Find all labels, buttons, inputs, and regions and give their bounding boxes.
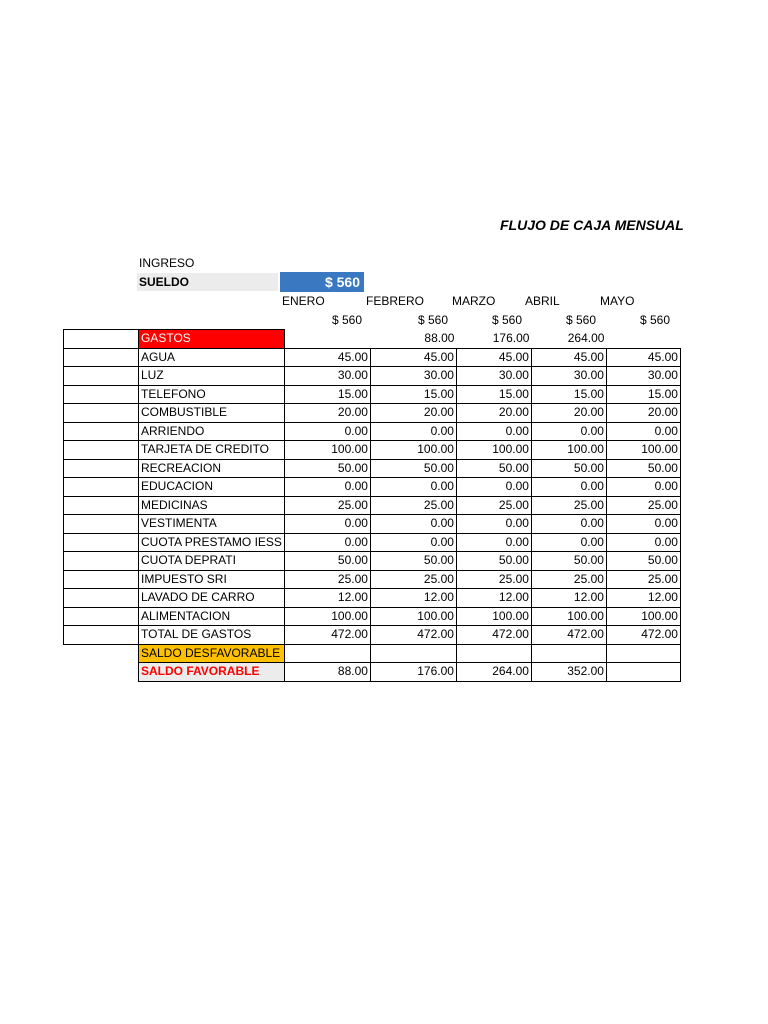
expense-row-value-cell[interactable]: 20.00 <box>370 404 456 423</box>
expense-row-value-cell[interactable]: 0.00 <box>284 515 370 534</box>
expense-row-value-cell[interactable]: 45.00 <box>284 348 370 367</box>
expense-row-label[interactable]: MEDICINAS <box>139 496 285 515</box>
expense-row-value-cell[interactable]: 100.00 <box>606 441 680 460</box>
expense-row-label[interactable]: EDUCACION <box>139 478 285 497</box>
expense-table <box>63 329 681 682</box>
expense-row-value-cell[interactable]: 25.00 <box>531 570 606 589</box>
expense-row-value-cell[interactable]: 25.00 <box>370 570 456 589</box>
expense-row-value-cell[interactable]: 30.00 <box>284 367 370 386</box>
expense-row-value-cell[interactable]: 25.00 <box>284 496 370 515</box>
expense-row <box>64 515 681 534</box>
expense-row-value-cell[interactable]: 30.00 <box>531 367 606 386</box>
expense-row-value-cell[interactable]: 0.00 <box>606 515 680 534</box>
income-marzo[interactable]: $ 560 <box>491 313 522 327</box>
expense-row-value-cell[interactable]: 30.00 <box>456 367 531 386</box>
expense-row-value-cell[interactable]: 100.00 <box>284 441 370 460</box>
expense-row-value-cell[interactable]: 0.00 <box>456 515 531 534</box>
expense-row-label[interactable]: ARRIENDO <box>139 422 285 441</box>
expense-row <box>64 348 681 367</box>
expense-row-value-cell[interactable]: 15.00 <box>284 385 370 404</box>
saldo-favorable-row-value-cell[interactable]: 88.00 <box>284 663 370 682</box>
expense-row <box>64 422 681 441</box>
gastos-label[interactable]: GASTOS <box>139 330 285 349</box>
expense-row-value-cell[interactable]: 15.00 <box>370 385 456 404</box>
expense-row-label[interactable]: ALIMENTACION <box>139 607 285 626</box>
expense-row <box>64 478 681 497</box>
expense-row-value-cell[interactable]: 20.00 <box>284 404 370 423</box>
expense-row-value-cell[interactable]: 100.00 <box>370 607 456 626</box>
expense-row-value-cell[interactable]: 0.00 <box>456 422 531 441</box>
expense-row <box>64 404 681 423</box>
gastos-carry-cell[interactable]: 88.00 <box>424 331 455 345</box>
expense-row <box>64 570 681 589</box>
index-cell[interactable] <box>64 626 139 645</box>
income-abril[interactable]: $ 560 <box>565 313 596 327</box>
expense-row-label[interactable]: LAVADO DE CARRO <box>139 589 285 608</box>
saldo-desfavorable-row-value-cell[interactable] <box>456 644 531 663</box>
saldo-favorable-row-label[interactable]: SALDO FAVORABLE <box>139 663 285 682</box>
sheet-title: FLUJO DE CAJA MENSUAL <box>500 217 684 233</box>
saldo-favorable-row-value-cell[interactable] <box>606 663 680 682</box>
saldo-favorable-row-value-cell[interactable]: 176.00 <box>370 663 456 682</box>
expense-row-value-cell[interactable]: 50.00 <box>531 552 606 571</box>
expense-row-value-cell[interactable]: 100.00 <box>606 607 680 626</box>
expense-row <box>64 496 681 515</box>
expense-row <box>64 552 681 571</box>
expense-row-value-cell[interactable]: 0.00 <box>531 422 606 441</box>
expense-row-value-cell[interactable]: 12.00 <box>284 589 370 608</box>
expense-row-label[interactable]: LUZ <box>139 367 285 386</box>
sueldo-value[interactable]: $ 560 <box>280 272 364 292</box>
gastos-carry-cell[interactable] <box>284 330 370 349</box>
expense-row-value-cell[interactable]: 30.00 <box>370 367 456 386</box>
saldo-desfavorable-row-label[interactable]: SALDO DESFAVORABLE <box>139 644 285 663</box>
index-cell[interactable] <box>64 515 139 534</box>
saldo-desfavorable-row-value-cell[interactable] <box>370 644 456 663</box>
expense-row-label[interactable]: CUOTA DEPRATI <box>139 552 285 571</box>
expense-row-value-cell[interactable]: 25.00 <box>606 496 680 515</box>
total-gastos-row-value-cell[interactable]: 472.00 <box>606 626 680 645</box>
expense-row-value-cell[interactable]: 0.00 <box>370 478 456 497</box>
expense-row-value-cell[interactable]: 45.00 <box>370 348 456 367</box>
index-cell[interactable] <box>64 496 139 515</box>
expense-row <box>64 441 681 460</box>
expense-row-value-cell[interactable]: 50.00 <box>284 459 370 478</box>
expense-row-value-cell[interactable]: 45.00 <box>606 348 680 367</box>
expense-row-value-cell[interactable]: 12.00 <box>456 589 531 608</box>
gastos-carry-cell[interactable] <box>606 330 680 349</box>
expense-row-value-cell[interactable]: 15.00 <box>606 385 680 404</box>
expense-row-value-cell[interactable]: 20.00 <box>456 404 531 423</box>
month-header-marzo: MARZO <box>452 294 496 308</box>
expense-row-value-cell[interactable]: 25.00 <box>456 570 531 589</box>
expense-row-label[interactable]: IMPUESTO SRI <box>139 570 285 589</box>
expense-row-value-cell[interactable]: 12.00 <box>370 589 456 608</box>
month-header-mayo: MAYO <box>600 294 635 308</box>
index-cell[interactable] <box>64 644 139 663</box>
saldo-desfavorable-row-value-cell[interactable] <box>284 644 370 663</box>
expense-row-value-cell[interactable]: 50.00 <box>370 552 456 571</box>
total-gastos-row-value-cell[interactable]: 472.00 <box>531 626 606 645</box>
gastos-row <box>64 330 681 349</box>
expense-row-value-cell[interactable]: 100.00 <box>284 607 370 626</box>
expense-row-value-cell[interactable]: 15.00 <box>456 385 531 404</box>
expense-row-value-cell[interactable]: 25.00 <box>531 496 606 515</box>
index-cell[interactable] <box>64 348 139 367</box>
expense-row-value-cell[interactable]: 0.00 <box>370 422 456 441</box>
total-gastos-row-value-cell[interactable]: 472.00 <box>370 626 456 645</box>
total-gastos-row-value-cell[interactable]: 472.00 <box>284 626 370 645</box>
index-cell[interactable] <box>64 422 139 441</box>
expense-row-value-cell[interactable]: 100.00 <box>531 607 606 626</box>
expense-row-value-cell[interactable]: 0.00 <box>284 478 370 497</box>
expense-row-value-cell[interactable]: 50.00 <box>370 459 456 478</box>
income-febrero[interactable]: $ 560 <box>417 313 448 327</box>
index-cell[interactable] <box>64 589 139 608</box>
expense-row-label[interactable]: TARJETA DE CREDITO <box>139 441 285 460</box>
expense-row-value-cell[interactable]: 20.00 <box>606 404 680 423</box>
saldo-desfavorable-row <box>64 644 681 663</box>
expense-row-value-cell[interactable]: 15.00 <box>531 385 606 404</box>
expense-row-value-cell[interactable]: 0.00 <box>606 422 680 441</box>
saldo-favorable-row-value-cell[interactable]: 352.00 <box>531 663 606 682</box>
index-cell[interactable] <box>64 404 139 423</box>
gastos-carry-cell[interactable]: 264.00 <box>567 331 605 345</box>
expense-row-value-cell[interactable]: 25.00 <box>606 570 680 589</box>
expense-row-value-cell[interactable]: 0.00 <box>606 478 680 497</box>
expense-row-value-cell[interactable]: 0.00 <box>284 422 370 441</box>
index-cell[interactable] <box>64 367 139 386</box>
index-cell[interactable] <box>64 385 139 404</box>
expense-row-value-cell[interactable]: 100.00 <box>456 441 531 460</box>
index-cell[interactable] <box>64 459 139 478</box>
expense-row <box>64 459 681 478</box>
expense-row-value-cell[interactable]: 0.00 <box>531 478 606 497</box>
expense-row-value-cell[interactable]: 12.00 <box>531 589 606 608</box>
expense-row-value-cell[interactable]: 25.00 <box>284 570 370 589</box>
expense-row-value-cell[interactable]: 30.00 <box>606 367 680 386</box>
income-enero[interactable]: $ 560 <box>331 313 362 327</box>
expense-row <box>64 385 681 404</box>
index-cell[interactable] <box>64 663 139 682</box>
expense-row-value-cell[interactable]: 50.00 <box>284 552 370 571</box>
expense-row-value-cell[interactable]: 45.00 <box>456 348 531 367</box>
month-header-abril: ABRIL <box>525 294 560 308</box>
expense-row-label[interactable]: RECREACION <box>139 459 285 478</box>
expense-row-label[interactable]: VESTIMENTA <box>139 515 285 534</box>
expense-row-value-cell[interactable]: 100.00 <box>531 441 606 460</box>
expense-row-label[interactable]: AGUA <box>139 348 285 367</box>
expense-row-value-cell[interactable]: 50.00 <box>531 459 606 478</box>
expense-row-label[interactable]: CUOTA PRESTAMO IESS <box>139 533 285 552</box>
month-header-enero: ENERO <box>282 294 325 308</box>
total-gastos-row <box>64 626 681 645</box>
expense-row-value-cell[interactable]: 50.00 <box>606 459 680 478</box>
saldo-favorable-row-value-cell[interactable]: 264.00 <box>456 663 531 682</box>
expense-row-value-cell[interactable]: 25.00 <box>456 496 531 515</box>
expense-row-value-cell[interactable]: 0.00 <box>370 533 456 552</box>
expense-row-value-cell[interactable]: 100.00 <box>370 441 456 460</box>
expense-row <box>64 589 681 608</box>
expense-row <box>64 367 681 386</box>
expense-row-value-cell[interactable]: 0.00 <box>370 515 456 534</box>
expense-row <box>64 533 681 552</box>
expense-row-value-cell[interactable]: 45.00 <box>531 348 606 367</box>
total-gastos-row-value-cell[interactable]: 472.00 <box>456 626 531 645</box>
ingreso-label: INGRESO <box>139 256 195 270</box>
expense-row-value-cell[interactable]: 50.00 <box>456 459 531 478</box>
index-cell[interactable] <box>64 607 139 626</box>
index-cell[interactable] <box>64 441 139 460</box>
expense-row-value-cell[interactable]: 50.00 <box>606 552 680 571</box>
expense-row-value-cell[interactable]: 100.00 <box>456 607 531 626</box>
saldo-favorable-row <box>64 663 681 682</box>
expense-row-value-cell[interactable]: 0.00 <box>531 515 606 534</box>
income-mayo[interactable]: $ 560 <box>639 313 670 327</box>
expense-row-value-cell[interactable]: 50.00 <box>456 552 531 571</box>
expense-row-value-cell[interactable]: 20.00 <box>531 404 606 423</box>
expense-row-value-cell[interactable]: 12.00 <box>606 589 680 608</box>
index-cell[interactable] <box>64 330 139 349</box>
expense-row <box>64 607 681 626</box>
expense-row-value-cell[interactable]: 25.00 <box>370 496 456 515</box>
expense-row-value-cell[interactable]: 0.00 <box>456 478 531 497</box>
total-gastos-row-label[interactable]: TOTAL DE GASTOS <box>139 626 285 645</box>
expense-row-value-cell[interactable]: 0.00 <box>284 533 370 552</box>
index-cell[interactable] <box>64 478 139 497</box>
expense-row-value-cell[interactable]: 0.00 <box>531 533 606 552</box>
index-cell[interactable] <box>64 552 139 571</box>
expense-row-label[interactable]: COMBUSTIBLE <box>139 404 285 423</box>
gastos-carry-cell[interactable]: 176.00 <box>492 331 530 345</box>
saldo-desfavorable-row-value-cell[interactable] <box>531 644 606 663</box>
expense-row-label[interactable]: TELEFONO <box>139 385 285 404</box>
expense-row-value-cell[interactable]: 0.00 <box>456 533 531 552</box>
month-header-febrero: FEBRERO <box>366 294 425 308</box>
expense-row-value-cell[interactable]: 0.00 <box>606 533 680 552</box>
index-cell[interactable] <box>64 570 139 589</box>
index-cell[interactable] <box>64 533 139 552</box>
sueldo-label[interactable]: SUELDO <box>137 273 278 291</box>
saldo-desfavorable-row-value-cell[interactable] <box>606 644 680 663</box>
